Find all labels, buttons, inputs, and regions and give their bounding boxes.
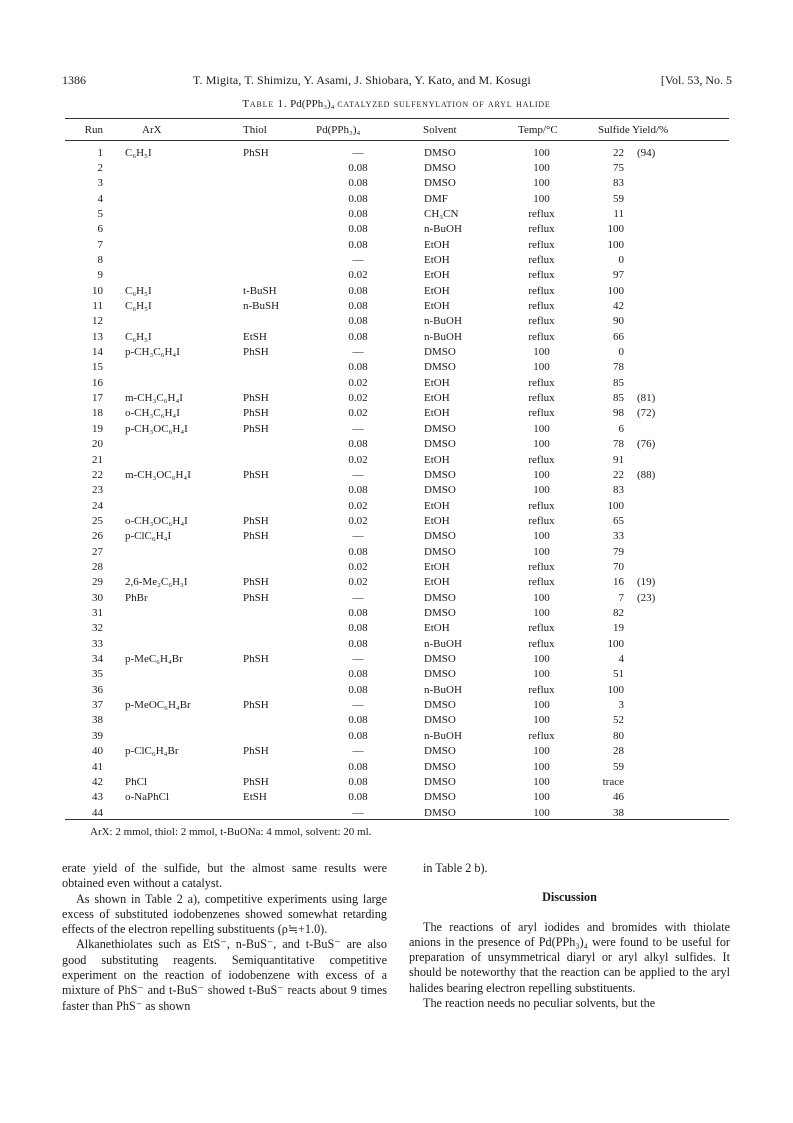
cell-sulfide-yield: 33: [613, 530, 624, 543]
cell-arx: p-ClC₆H₄I: [125, 530, 172, 543]
cell-arx: p-MeC₆H₄Br: [125, 653, 183, 665]
cell-sulfide-yield: 52: [613, 714, 624, 727]
cell-thiol: EtSH: [243, 791, 267, 804]
cell-solvent: EtOH: [424, 407, 450, 420]
right-column: [409, 861, 730, 1011]
col-header-temp: Temp/°C: [518, 124, 558, 136]
table-caption-text: catalyzed sulfenylation of aryl halide: [337, 98, 551, 110]
cell-sulfide-yield: trace: [602, 775, 624, 788]
cell-sulfide-yield: 78: [613, 361, 624, 374]
cell-arx: p-CH₃C₆H₄I: [125, 346, 180, 358]
cell-run: 4: [97, 192, 103, 205]
cell-run: 14: [92, 346, 103, 358]
cell-sulfide-yield: 98: [613, 407, 624, 420]
cell-solvent: DMSO: [424, 438, 456, 451]
cell-pd: —: [352, 346, 364, 358]
cell-thiol: PhSH: [243, 576, 269, 589]
cell-pd: 0.08: [348, 760, 368, 773]
cell-solvent: EtOH: [424, 392, 450, 405]
cell-sulfide-yield: 22: [613, 146, 624, 159]
cell-temp: 100: [533, 775, 550, 788]
cell-sulfide-yield: 38: [613, 806, 624, 819]
cell-pd: 0.02: [348, 407, 368, 420]
cell-run: 28: [92, 561, 103, 573]
cell-solvent: n-BuOH: [424, 637, 462, 650]
cell-temp: 100: [533, 422, 550, 435]
cell-temp: reflux: [528, 284, 555, 297]
cell-temp: 100: [533, 146, 550, 159]
cell-sulfide-yield: 100: [607, 637, 624, 650]
cell-pd: 0.02: [348, 269, 368, 282]
cell-pd: 0.08: [348, 622, 368, 635]
cell-run: 15: [92, 361, 103, 374]
cell-solvent: EtOH: [424, 514, 450, 527]
cell-run: 11: [92, 300, 103, 312]
cell-sulfide-yield: 28: [613, 745, 624, 758]
cell-arx: 2,6-Me₂C₆H₃I: [125, 576, 188, 589]
cell-pd: 0.02: [348, 392, 368, 405]
cell-thiol: PhSH: [243, 392, 269, 405]
cell-temp: 100: [533, 438, 550, 451]
cell-thiol: PhSH: [243, 775, 269, 788]
cell-run: 29: [92, 576, 103, 589]
cell-run: 26: [92, 530, 103, 543]
cell-pd: 0.08: [348, 438, 368, 451]
cell-temp: reflux: [528, 330, 555, 343]
cell-run: 16: [92, 376, 103, 389]
cell-temp: reflux: [528, 253, 555, 266]
cell-run: 12: [92, 315, 103, 328]
cell-temp: 100: [533, 591, 550, 604]
paragraph: in Table 2 b).: [423, 861, 488, 875]
cell-run: 18: [92, 407, 103, 420]
paragraph: The reaction needs no peculiar solvents, but the: [423, 996, 656, 1011]
cell-run: 8: [97, 253, 103, 266]
table-caption-label: Table 1.: [242, 98, 288, 110]
cell-pd: 0.08: [348, 284, 368, 297]
cell-sulfide-yield: 85: [613, 392, 624, 405]
cell-pd: —: [352, 653, 364, 665]
cell-thiol: PhSH: [243, 407, 269, 420]
cell-pd: 0.08: [348, 330, 368, 343]
cell-thiol: PhSH: [243, 745, 269, 758]
cell-run: 37: [92, 699, 103, 712]
cell-solvent: DMSO: [424, 422, 456, 435]
cell-solvent: n-BuOH: [424, 729, 462, 742]
volume-info: [Vol. 53, No. 5: [660, 73, 732, 87]
cell-solvent: DMSO: [424, 545, 456, 558]
section-heading-discussion: Discussion: [542, 890, 597, 905]
cell-pd: —: [352, 806, 364, 819]
cell-run: 27: [92, 545, 103, 558]
cell-temp: reflux: [528, 376, 555, 389]
cell-thiol: n-BuSH: [243, 300, 280, 312]
cell-temp: 100: [533, 668, 550, 681]
table-header-rule: [65, 140, 729, 141]
cell-solvent: DMSO: [424, 745, 456, 758]
cell-run: 33: [92, 637, 103, 650]
cell-run: 6: [97, 223, 103, 236]
cell-solvent: n-BuOH: [424, 330, 462, 343]
cell-arx: o-CH₃OC₆H₄I: [125, 514, 188, 527]
cell-temp: reflux: [528, 622, 555, 635]
cell-pd: 0.08: [348, 683, 368, 696]
cell-solvent: DMSO: [424, 361, 456, 374]
cell-temp: reflux: [528, 300, 555, 312]
cell-pd: 0.02: [348, 376, 368, 389]
cell-sulfide-yield: 78: [613, 438, 624, 451]
cell-temp: 100: [533, 760, 550, 773]
cell-pd: 0.08: [348, 714, 368, 727]
cell-run: 7: [97, 238, 103, 251]
cell-solvent: EtOH: [424, 269, 450, 282]
cell-arx: C₆H₅I: [125, 284, 152, 297]
cell-thiol: PhSH: [243, 514, 269, 527]
left-column: [62, 861, 387, 1014]
table-caption: [0, 98, 793, 110]
cell-isolated-yield: (23): [637, 591, 656, 604]
cell-solvent: EtOH: [424, 622, 450, 635]
cell-temp: reflux: [528, 453, 555, 466]
paragraph: The reactions of aryl iodides and bromides with thiolate anions in the presence of Pd(PPh₃)₄ were found to be useful for preparation of unsymmetrical diaryl or aryl alkyl sulfides. It should be noteworthy that the reaction can be applied to the aryl halides bearing electron repelling substituents.: [409, 919, 730, 995]
cell-arx: p-MeOC₆H₄Br: [125, 699, 191, 712]
cell-pd: —: [352, 530, 364, 543]
cell-pd: 0.02: [348, 576, 368, 589]
cell-solvent: EtOH: [424, 499, 450, 512]
cell-solvent: DMSO: [424, 775, 456, 788]
cell-pd: 0.08: [348, 223, 368, 236]
cell-solvent: DMSO: [424, 177, 456, 190]
cell-run: 23: [92, 484, 103, 497]
cell-run: 10: [92, 284, 103, 297]
cell-temp: reflux: [528, 499, 555, 512]
cell-pd: 0.08: [348, 775, 368, 788]
cell-thiol: t-BuSH: [243, 284, 277, 297]
cell-run: 9: [97, 269, 103, 282]
cell-pd: 0.08: [348, 791, 368, 804]
cell-sulfide-yield: 51: [613, 668, 624, 681]
cell-pd: 0.08: [348, 300, 368, 312]
cell-temp: reflux: [528, 514, 555, 527]
cell-run: 5: [97, 207, 103, 220]
cell-temp: 100: [533, 607, 550, 619]
cell-run: 24: [92, 499, 103, 512]
cell-pd: 0.08: [348, 207, 368, 220]
cell-temp: reflux: [528, 407, 555, 420]
running-authors: T. Migita, T. Shimizu, Y. Asami, J. Shiobara, Y. Kato, and M. Kosugi: [193, 73, 531, 87]
cell-pd: 0.08: [348, 192, 368, 205]
cell-temp: 100: [533, 361, 550, 374]
cell-arx: m-CH₃C₆H₄I: [125, 392, 183, 405]
cell-sulfide-yield: 6: [618, 422, 624, 435]
cell-temp: reflux: [528, 576, 555, 589]
cell-pd: 0.08: [348, 607, 368, 619]
cell-thiol: PhSH: [243, 346, 269, 358]
cell-sulfide-yield: 100: [607, 223, 624, 236]
cell-temp: 100: [533, 192, 550, 205]
cell-isolated-yield: (19): [637, 576, 656, 589]
cell-sulfide-yield: 3: [618, 699, 624, 712]
cell-pd: 0.02: [348, 514, 368, 527]
cell-pd: —: [352, 699, 364, 712]
cell-arx: PhBr: [125, 591, 148, 604]
cell-sulfide-yield: 16: [613, 576, 624, 589]
cell-pd: 0.08: [348, 238, 368, 251]
cell-run: 30: [92, 591, 103, 604]
cell-temp: 100: [533, 806, 550, 819]
cell-pd: —: [352, 253, 364, 266]
cell-solvent: EtOH: [424, 284, 450, 297]
cell-run: 41: [92, 760, 103, 773]
cell-run: 32: [92, 622, 103, 635]
col-header-thiol: Thiol: [243, 124, 267, 136]
cell-pd: —: [352, 422, 364, 435]
cell-thiol: EtSH: [243, 330, 267, 343]
cell-solvent: EtOH: [424, 300, 450, 312]
cell-arx: p-CH₃OC₆H₄I: [125, 422, 188, 435]
cell-pd: 0.08: [348, 177, 368, 190]
cell-arx: PhCl: [125, 775, 148, 788]
cell-sulfide-yield: 66: [613, 330, 624, 343]
cell-temp: reflux: [528, 315, 555, 328]
cell-pd: 0.08: [348, 668, 368, 681]
cell-run: 21: [92, 453, 103, 466]
cell-solvent: DMF: [424, 192, 448, 205]
cell-pd: 0.02: [348, 453, 368, 466]
cell-run: 31: [92, 607, 103, 619]
cell-pd: 0.02: [348, 561, 368, 573]
cell-run: 17: [92, 392, 103, 405]
cell-isolated-yield: (76): [637, 438, 656, 451]
cell-run: 1: [97, 146, 103, 159]
cell-pd: 0.08: [348, 484, 368, 497]
cell-sulfide-yield: 90: [613, 315, 624, 328]
cell-solvent: DMSO: [424, 653, 456, 665]
cell-solvent: EtOH: [424, 561, 450, 573]
col-header-run: Run: [84, 124, 103, 136]
table-footnote: ArX: 2 mmol, thiol: 2 mmol, t-BuONa: 4 mmol, solvent: 20 ml.: [90, 826, 372, 838]
cell-pd: 0.08: [348, 361, 368, 374]
cell-temp: 100: [533, 714, 550, 727]
cell-run: 22: [92, 468, 103, 481]
cell-solvent: n-BuOH: [424, 683, 462, 696]
cell-run: 13: [92, 330, 103, 343]
page-number: 1386: [62, 73, 86, 87]
cell-pd: —: [352, 591, 364, 604]
cell-temp: 100: [533, 161, 550, 174]
col-header-pd: Pd(PPh₃)₄: [316, 124, 361, 136]
cell-thiol: PhSH: [243, 468, 269, 481]
cell-solvent: DMSO: [424, 591, 456, 604]
cell-sulfide-yield: 82: [613, 607, 624, 619]
cell-temp: reflux: [528, 238, 555, 251]
cell-solvent: DMSO: [424, 714, 456, 727]
cell-run: 19: [92, 422, 103, 435]
cell-temp: 100: [533, 177, 550, 190]
cell-sulfide-yield: 79: [613, 545, 624, 558]
cell-run: 35: [92, 668, 103, 681]
cell-run: 2: [97, 161, 103, 174]
cell-sulfide-yield: 59: [613, 192, 624, 205]
cell-solvent: DMSO: [424, 161, 456, 174]
cell-sulfide-yield: 83: [613, 177, 624, 190]
cell-temp: reflux: [528, 392, 555, 405]
cell-sulfide-yield: 42: [613, 300, 624, 312]
cell-temp: 100: [533, 745, 550, 758]
cell-sulfide-yield: 19: [613, 622, 624, 635]
cell-sulfide-yield: 11: [613, 207, 624, 220]
cell-sulfide-yield: 80: [613, 729, 624, 742]
cell-solvent: DMSO: [424, 806, 456, 819]
cell-arx: o-NaPhCl: [125, 791, 169, 804]
cell-sulfide-yield: 65: [613, 514, 624, 527]
cell-temp: reflux: [528, 637, 555, 650]
cell-arx: p-ClC₆H₄Br: [125, 745, 179, 758]
cell-solvent: DMSO: [424, 760, 456, 773]
cell-sulfide-yield: 46: [613, 791, 624, 804]
cell-isolated-yield: (88): [637, 468, 656, 481]
cell-temp: reflux: [528, 223, 555, 236]
cell-run: 43: [92, 791, 103, 804]
cell-sulfide-yield: 100: [607, 238, 624, 251]
col-header-solvent: Solvent: [423, 124, 457, 136]
cell-solvent: DMSO: [424, 346, 456, 358]
cell-pd: 0.02: [348, 499, 368, 512]
cell-temp: reflux: [528, 729, 555, 742]
cell-sulfide-yield: 91: [613, 453, 624, 466]
cell-temp: reflux: [528, 269, 555, 282]
cell-run: 39: [92, 729, 103, 742]
cell-temp: 100: [533, 346, 550, 358]
cell-pd: 0.08: [348, 545, 368, 558]
cell-pd: 0.08: [348, 315, 368, 328]
cell-temp: reflux: [528, 207, 555, 220]
cell-arx: C₆H₅I: [125, 300, 152, 312]
cell-sulfide-yield: 85: [613, 376, 624, 389]
cell-solvent: DMSO: [424, 791, 456, 804]
paragraph: As shown in Table 2 a), competitive experiments using large excess of substituted iodobenzenes showed somewhat retarding effects of the electron repelling substituents (ρ≒+1.0).: [62, 891, 387, 937]
cell-thiol: PhSH: [243, 591, 269, 604]
paragraph: Alkanethiolates such as EtS⁻, n-BuS⁻, and t-BuS⁻ are also good substituting reagents. Semiquantitative competitive experiment on the reaction of iodobenzene with excess of a mixture of PhS⁻ and t-BuS⁻ showed t-BuS⁻ reacts about 9 times faster than PhS⁻ as shown: [62, 937, 387, 1013]
table-top-rule: [65, 118, 729, 119]
cell-arx: o-CH₃C₆H₄I: [125, 407, 180, 420]
cell-solvent: DMSO: [424, 146, 456, 159]
cell-solvent: n-BuOH: [424, 315, 462, 328]
cell-solvent: CH₃CN: [424, 207, 459, 220]
cell-sulfide-yield: 0: [618, 346, 624, 358]
cell-run: 38: [92, 714, 103, 727]
cell-pd: —: [352, 745, 364, 758]
cell-run: 42: [92, 775, 103, 788]
col-header-arx: ArX: [142, 124, 162, 136]
cell-temp: reflux: [528, 683, 555, 696]
cell-pd: —: [352, 468, 364, 481]
cell-isolated-yield: (72): [637, 407, 656, 420]
col-header-yield: Sulfide Yield/%: [598, 124, 669, 136]
cell-solvent: DMSO: [424, 484, 456, 497]
cell-pd: —: [352, 146, 364, 159]
cell-sulfide-yield: 0: [618, 253, 624, 266]
cell-sulfide-yield: 97: [613, 269, 624, 282]
cell-sulfide-yield: 100: [607, 499, 624, 512]
cell-temp: 100: [533, 545, 550, 558]
cell-solvent: EtOH: [424, 576, 450, 589]
cell-thiol: PhSH: [243, 699, 269, 712]
cell-sulfide-yield: 83: [613, 484, 624, 497]
cell-sulfide-yield: 70: [613, 561, 624, 573]
cell-solvent: EtOH: [424, 376, 450, 389]
cell-sulfide-yield: 100: [607, 683, 624, 696]
cell-solvent: EtOH: [424, 453, 450, 466]
cell-arx: m-CH₃OC₆H₄I: [125, 468, 191, 481]
cell-run: 34: [92, 653, 103, 665]
cell-solvent: n-BuOH: [424, 223, 462, 236]
cell-temp: 100: [533, 484, 550, 497]
cell-thiol: PhSH: [243, 530, 269, 543]
cell-temp: 100: [533, 699, 550, 712]
cell-solvent: DMSO: [424, 607, 456, 619]
page-header: [62, 73, 732, 89]
cell-run: 20: [92, 438, 103, 451]
cell-arx: C₆H₅I: [125, 146, 152, 159]
cell-run: 3: [97, 177, 103, 190]
cell-run: 40: [92, 745, 103, 758]
cell-sulfide-yield: 100: [607, 284, 624, 297]
cell-pd: 0.08: [348, 637, 368, 650]
cell-pd: 0.08: [348, 161, 368, 174]
cell-pd: 0.08: [348, 729, 368, 742]
cell-run: 44: [92, 806, 103, 819]
cell-temp: 100: [533, 468, 550, 481]
cell-sulfide-yield: 59: [613, 760, 624, 773]
cell-solvent: EtOH: [424, 238, 450, 251]
cell-sulfide-yield: 4: [618, 653, 624, 665]
cell-thiol: PhSH: [243, 146, 269, 159]
cell-run: 36: [92, 683, 103, 696]
cell-thiol: PhSH: [243, 653, 269, 665]
cell-run: 25: [92, 514, 103, 527]
cell-solvent: EtOH: [424, 253, 450, 266]
cell-sulfide-yield: 7: [618, 591, 624, 604]
cell-temp: reflux: [528, 561, 555, 573]
cell-thiol: PhSH: [243, 422, 269, 435]
cell-arx: C₆H₅I: [125, 330, 152, 343]
cell-temp: 100: [533, 791, 550, 804]
cell-sulfide-yield: 22: [613, 468, 624, 481]
paragraph: erate yield of the sulfide, but the almost same results were obtained even without a catalyst.: [62, 861, 387, 891]
cell-sulfide-yield: 75: [613, 161, 624, 174]
table-bottom-rule: [65, 819, 729, 820]
cell-isolated-yield: (94): [637, 146, 656, 159]
cell-isolated-yield: (81): [637, 392, 656, 405]
cell-solvent: DMSO: [424, 530, 456, 543]
cell-solvent: DMSO: [424, 668, 456, 681]
cell-solvent: DMSO: [424, 699, 456, 712]
table-caption-formula: Pd(PPh₃)₄: [290, 98, 335, 110]
cell-temp: 100: [533, 653, 550, 665]
cell-temp: 100: [533, 530, 550, 543]
cell-solvent: DMSO: [424, 468, 456, 481]
